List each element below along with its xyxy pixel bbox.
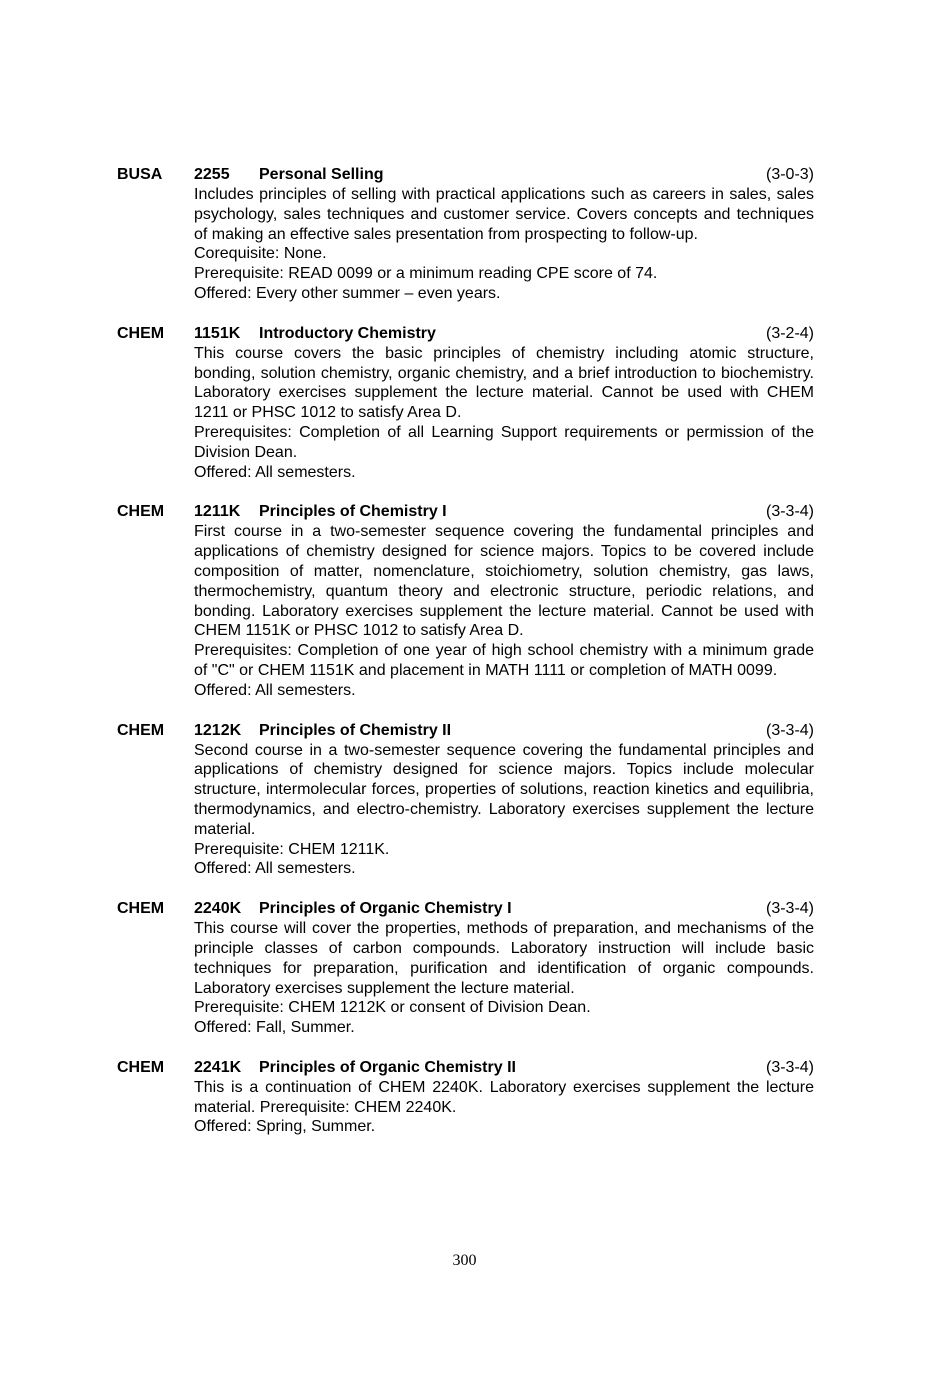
course-description: This course covers the basic principles of chemistry including atomic structure, bonding, solution chemistry, organic chemistry, and a brief introduction to biochemistry. Laboratory exercises supplement the lecture material. Cannot be used with CHEM 1211 or PHSC 1012 to satisfy Area D. [194, 344, 814, 422]
course-title: Introductory Chemistry [259, 324, 436, 342]
course-header [117, 324, 814, 344]
course-credits: (3-3-4) [765, 721, 814, 739]
course-header [117, 165, 814, 185]
course-department: CHEM [117, 324, 165, 342]
course-prerequisite: Prerequisite: CHEM 1211K. [194, 840, 390, 858]
course-entry-chem-1211k [117, 502, 814, 700]
course-title: Principles of Organic Chemistry I [259, 900, 512, 918]
course-body [194, 1078, 814, 1137]
course-department: CHEM [117, 900, 165, 918]
course-offered: Offered: Every other summer – even years. [194, 284, 501, 302]
course-entry-chem-1212k [117, 721, 814, 880]
course-number: 2240K [194, 900, 242, 918]
course-number: 1151K [194, 324, 241, 342]
course-corequisite: Corequisite: None. [194, 245, 327, 263]
course-entry-chem-1151k [117, 324, 814, 483]
course-header [117, 899, 814, 919]
course-description: This course will cover the properties, methods of preparation, and mechanisms of the principle classes of carbon compounds. Laboratory instruction will include basic techniques for preparation, purification and identification of organic compounds. Laboratory exercises supplement the lecture material. [194, 920, 814, 997]
course-title: Principles of Chemistry II [259, 721, 452, 739]
course-description: Includes principles of selling with practical applications such as careers in sales, sales psychology, sales techniques and customer service. Covers concepts and techniques of making an effective sales presentation from prospecting to follow-up. [194, 186, 814, 243]
course-number: 1211K [194, 503, 241, 521]
course-credits: (3-0-3) [765, 166, 814, 183]
course-number: 2255 [194, 166, 230, 183]
course-header [117, 721, 814, 741]
course-offered: Offered: All semesters. [194, 681, 356, 699]
course-body [194, 522, 814, 700]
course-offered: Offered: All semesters. [194, 860, 356, 878]
course-header [117, 1058, 814, 1078]
course-title: Personal Selling [259, 166, 384, 183]
course-list [117, 165, 814, 1157]
course-entry-chem-2241k [117, 1058, 814, 1137]
course-offered: Offered: Fall, Summer. [194, 1019, 355, 1037]
course-number: 1212K [194, 721, 242, 739]
course-prerequisite: Prerequisites: Completion of one year of high school chemistry with a minimum grade of "C" or CHEM 1151K and placement in MATH 1111 or completion of MATH 0099. [194, 642, 814, 679]
course-body [194, 919, 814, 1038]
course-department: CHEM [117, 503, 165, 521]
course-description: Second course in a two-semester sequence covering the fundamental principles and applications of chemistry designed for science majors. Topics include molecular structure, intermolecular forces, properties of solutions, reaction kinetics and equilibria, thermodynamics, and electro-chemistry. Laboratory exercises supplement the lecture material. [194, 741, 814, 838]
course-description: First course in a two-semester sequence covering the fundamental principles and applications of chemistry designed for science majors. Topics to be covered include composition of matter, nomenclature, stoichiometry, solution chemistry, gas laws, thermochemistry, quantum theory and electronic structure, periodic relations, and bonding. Laboratory exercises supplement the lecture material. Cannot be used with CHEM 1151K or PHSC 1012 to satisfy Area D. [194, 523, 814, 640]
course-prerequisite: Prerequisite: READ 0099 or a minimum reading CPE score of 74. [194, 265, 658, 283]
course-number: 2241K [194, 1058, 242, 1076]
course-credits: (3-3-4) [765, 503, 814, 521]
course-title: Principles of Chemistry I [259, 503, 447, 521]
course-entry-busa-2255 [117, 165, 814, 304]
course-prerequisite: Prerequisite: CHEM 1212K or consent of Division Dean. [194, 999, 591, 1017]
course-prerequisite: Prerequisites: Completion of all Learning Support requirements or permission of the Division Dean. [194, 423, 814, 461]
course-credits: (3-3-4) [765, 1058, 814, 1076]
course-body [194, 344, 814, 483]
course-header [117, 502, 814, 522]
course-entry-chem-2240k [117, 899, 814, 1038]
course-offered: Offered: All semesters. [194, 463, 356, 481]
course-description: This is a continuation of CHEM 2240K. Laboratory exercises supplement the lecture material. Prerequisite: CHEM 2240K. [194, 1078, 814, 1116]
page-number: 300 [452, 1252, 477, 1269]
course-credits: (3-3-4) [765, 900, 814, 918]
course-department: BUSA [117, 166, 163, 183]
course-offered: Offered: Spring, Summer. [194, 1118, 376, 1136]
course-credits: (3-2-4) [765, 324, 814, 342]
course-department: CHEM [117, 721, 165, 739]
course-department: CHEM [117, 1058, 165, 1076]
course-body [194, 741, 814, 880]
course-body [194, 185, 814, 304]
course-title: Principles of Organic Chemistry II [259, 1058, 516, 1076]
